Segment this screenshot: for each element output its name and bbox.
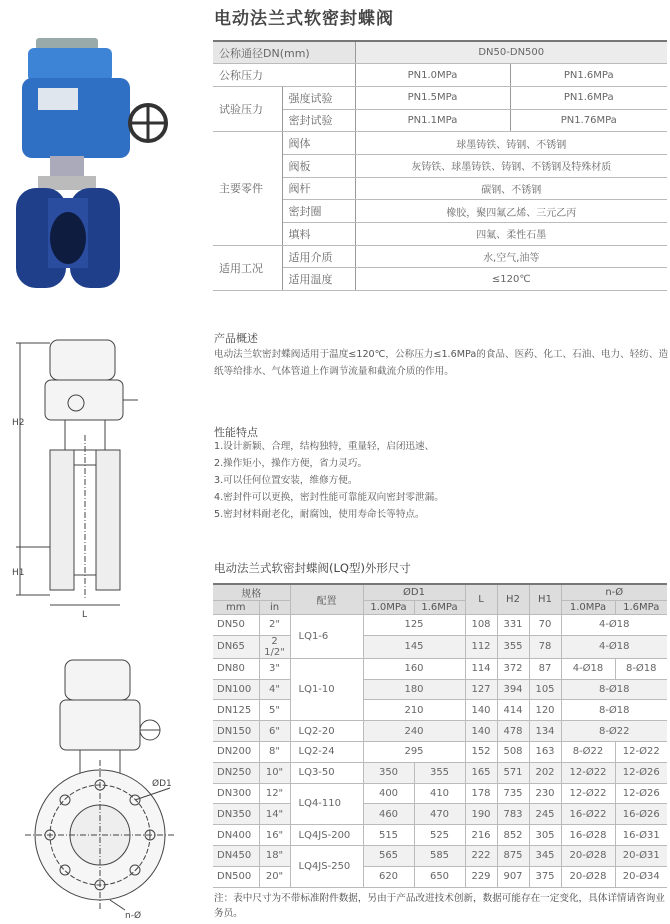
strength-value: PN1.6MPa [510, 86, 667, 109]
h2-value: 331 [497, 615, 529, 636]
d1-value: 400 [363, 783, 414, 804]
part-material: 灰铸铁、球墨铸铁、铸钢、不锈钢及特殊材质 [355, 154, 667, 177]
n-holes-value: 20-Ø34 [615, 866, 667, 887]
header-h1: H1 [529, 584, 561, 615]
d1-value: 145 [363, 635, 465, 658]
size-in: 16" [259, 825, 290, 846]
n-holes-value: 12-Ø26 [615, 762, 667, 783]
n-holes-value: 16-Ø31 [615, 825, 667, 846]
l-value: 178 [465, 783, 497, 804]
h1-value: 375 [529, 866, 561, 887]
temperature-label: 适用温度 [282, 268, 355, 291]
header-n-16: 1.6MPa [615, 601, 667, 615]
l-value: 152 [465, 741, 497, 762]
d1-value: 355 [414, 762, 465, 783]
n-holes-value: 20-Ø28 [561, 845, 615, 866]
nominal-pressure-label: 公称压力 [213, 64, 355, 87]
n-holes-value: 12-Ø26 [615, 783, 667, 804]
footnote: 注：表中尺寸为不带标准附件数据，另由于产品改进技术创新，数据可能存在一定变化，具体详情请咨询业务员。 [214, 893, 665, 919]
size-in: 2" [259, 615, 290, 636]
d1-value: 470 [414, 804, 465, 825]
n-holes-value: 12-Ø22 [561, 783, 615, 804]
l-value: 114 [465, 658, 497, 679]
part-name: 阀板 [282, 154, 355, 177]
d1-value: 180 [363, 679, 465, 700]
config-cell: LQ1-6 [290, 615, 363, 659]
l-value: 229 [465, 866, 497, 887]
part-name: 填料 [282, 223, 355, 246]
header-mm: mm [213, 601, 259, 615]
size-mm: DN65 [213, 635, 259, 658]
table-row [213, 635, 667, 658]
size-mm: DN50 [213, 615, 259, 636]
table-row [213, 866, 667, 887]
config-cell: LQ2-20 [290, 721, 363, 742]
dimensions-table [213, 583, 667, 888]
feature-item: 2.操作矩小，操作方便，省力灵巧。 [214, 458, 368, 469]
d1-value: 585 [414, 845, 465, 866]
d1-value: 410 [414, 783, 465, 804]
l-value: 140 [465, 721, 497, 742]
seal-value: PN1.76MPa [510, 109, 667, 132]
strength-value: PN1.5MPa [355, 86, 510, 109]
h2-value: 735 [497, 783, 529, 804]
d1-value: 125 [363, 615, 465, 636]
h2-value: 852 [497, 825, 529, 846]
feature-item: 5.密封材料耐老化，耐腐蚀，使用寿命长等特点。 [214, 509, 425, 520]
h1-value: 105 [529, 679, 561, 700]
l-value: 165 [465, 762, 497, 783]
table-row [213, 804, 667, 825]
overview-text: 电动法兰软密封蝶阀适用于温度≤120℃，公称压力≤1.6MPa的食品、医药、化工、石油、电力、轻纺、造纸等给排水、气体管道上作调节流量和截流介质的作用。 [214, 349, 669, 377]
l-value: 127 [465, 679, 497, 700]
header-l: L [465, 584, 497, 615]
n-holes-value: 12-Ø22 [615, 741, 667, 762]
h1-value: 163 [529, 741, 561, 762]
h1-value: 78 [529, 635, 561, 658]
header-d1-10: 1.0MPa [363, 601, 414, 615]
size-mm: DN300 [213, 783, 259, 804]
medium-label: 适用介质 [282, 245, 355, 268]
table-row [213, 825, 667, 846]
n-hole-label: n-Ø [125, 911, 142, 920]
feature-item: 4.密封件可以更换，密封性能可靠能双向密封零泄漏。 [214, 492, 444, 503]
h2-value: 783 [497, 804, 529, 825]
table-row [213, 721, 667, 742]
features-heading: 性能特点 [214, 426, 258, 439]
d1-value: 210 [363, 700, 465, 721]
header-in: in [259, 601, 290, 615]
header-h2: H2 [497, 584, 529, 615]
part-name: 阀体 [282, 132, 355, 155]
header-n-holes: n-Ø [561, 584, 667, 601]
d1-value: 460 [363, 804, 414, 825]
d1-value: 350 [363, 762, 414, 783]
h2-value: 875 [497, 845, 529, 866]
table-row [213, 658, 667, 679]
table-row [213, 741, 667, 762]
h2-value: 372 [497, 658, 529, 679]
header-n-10: 1.0MPa [561, 601, 615, 615]
h2-value: 907 [497, 866, 529, 887]
size-in: 5" [259, 700, 290, 721]
d1-value: 620 [363, 866, 414, 887]
d1-label: ØD1 [152, 779, 172, 789]
h1-label: H1 [12, 568, 25, 578]
size-in: 12" [259, 783, 290, 804]
h1-value: 120 [529, 700, 561, 721]
h1-value: 305 [529, 825, 561, 846]
pn-value: PN1.6MPa [510, 64, 667, 87]
h1-value: 134 [529, 721, 561, 742]
header-config: 配置 [290, 584, 363, 615]
part-name: 阀杆 [282, 177, 355, 200]
strength-test-label: 强度试验 [282, 86, 355, 109]
n-holes-value: 16-Ø28 [561, 825, 615, 846]
l-value: 222 [465, 845, 497, 866]
conditions-label: 适用工况 [213, 245, 282, 290]
config-cell: LQ1-10 [290, 658, 363, 720]
config-cell: LQ4JS-200 [290, 825, 363, 846]
part-name: 密封圈 [282, 200, 355, 223]
h1-value: 87 [529, 658, 561, 679]
n-holes-value: 16-Ø26 [615, 804, 667, 825]
header-spec: 规格 [213, 584, 290, 601]
part-material: 碳钢、不锈钢 [355, 177, 667, 200]
d1-value: 515 [363, 825, 414, 846]
n-holes-value: 4-Ø18 [561, 658, 615, 679]
h1-value: 70 [529, 615, 561, 636]
l-value: 108 [465, 615, 497, 636]
n-holes-value: 8-Ø18 [615, 658, 667, 679]
size-mm: DN200 [213, 741, 259, 762]
d1-value: 160 [363, 658, 465, 679]
size-mm: DN450 [213, 845, 259, 866]
dimensions-title: 电动法兰式软密封蝶阀(LQ型)外形尺寸 [214, 561, 411, 575]
size-mm: DN350 [213, 804, 259, 825]
l-value: 216 [465, 825, 497, 846]
h1-value: 345 [529, 845, 561, 866]
n-holes-value: 16-Ø22 [561, 804, 615, 825]
size-in: 6" [259, 721, 290, 742]
spec-table [213, 40, 667, 291]
h2-value: 394 [497, 679, 529, 700]
size-mm: DN400 [213, 825, 259, 846]
l-value: 190 [465, 804, 497, 825]
features-list [214, 438, 669, 523]
n-holes-value: 8-Ø22 [561, 741, 615, 762]
feature-item: 3.可以任何位置安装，维修方便。 [214, 475, 358, 486]
d1-value: 240 [363, 721, 465, 742]
h2-value: 571 [497, 762, 529, 783]
n-holes-value: 4-Ø18 [561, 635, 667, 658]
config-cell: LQ4-110 [290, 783, 363, 825]
nominal-diameter-label: 公称通径DN(mm) [213, 41, 355, 64]
n-holes-value: 8-Ø18 [561, 700, 667, 721]
h1-value: 230 [529, 783, 561, 804]
n-holes-value: 20-Ø28 [561, 866, 615, 887]
h2-value: 414 [497, 700, 529, 721]
n-holes-value: 8-Ø22 [561, 721, 667, 742]
d1-value: 650 [414, 866, 465, 887]
l-value: 140 [465, 700, 497, 721]
header-d1: ØD1 [363, 584, 465, 601]
part-material: 四氟、柔性石墨 [355, 223, 667, 246]
h2-value: 355 [497, 635, 529, 658]
product-photo [8, 28, 208, 293]
size-in: 10" [259, 762, 290, 783]
n-holes-value: 12-Ø22 [561, 762, 615, 783]
table-row [213, 679, 667, 700]
size-mm: DN100 [213, 679, 259, 700]
config-cell: LQ4JS-250 [290, 845, 363, 887]
seal-test-label: 密封试验 [282, 109, 355, 132]
l-label: L [82, 610, 88, 620]
parts-label: 主要零件 [213, 132, 282, 245]
size-mm: DN250 [213, 762, 259, 783]
size-mm: DN150 [213, 721, 259, 742]
size-in: 20" [259, 866, 290, 887]
size-in: 3" [259, 658, 290, 679]
n-holes-value: 8-Ø18 [561, 679, 667, 700]
d1-value: 525 [414, 825, 465, 846]
table-row [213, 845, 667, 866]
config-cell: LQ2-24 [290, 741, 363, 762]
n-holes-value: 4-Ø18 [561, 615, 667, 636]
size-mm: DN80 [213, 658, 259, 679]
seal-value: PN1.1MPa [355, 109, 510, 132]
feature-item: 1.设计新颖、合理，结构独特，重量轻，启闭迅速、 [214, 441, 435, 452]
h1-value: 202 [529, 762, 561, 783]
part-material: 球墨铸铁、铸钢、不锈钢 [355, 132, 667, 155]
l-value: 112 [465, 635, 497, 658]
temperature-value: ≤120℃ [355, 268, 667, 291]
table-row [213, 700, 667, 721]
size-in: 4" [259, 679, 290, 700]
size-in: 2 1/2" [259, 635, 290, 658]
h1-value: 245 [529, 804, 561, 825]
test-pressure-label: 试验压力 [213, 86, 282, 131]
table-row [213, 762, 667, 783]
front-view-drawing [10, 640, 210, 920]
size-in: 8" [259, 741, 290, 762]
nominal-diameter-value: DN50-DN500 [355, 41, 667, 64]
pn-value: PN1.0MPa [355, 64, 510, 87]
h2-value: 508 [497, 741, 529, 762]
header-d1-16: 1.6MPa [414, 601, 465, 615]
h2-value: 478 [497, 721, 529, 742]
size-in: 18" [259, 845, 290, 866]
n-holes-value: 20-Ø31 [615, 845, 667, 866]
overview-heading: 产品概述 [214, 332, 258, 345]
part-material: 橡胶，聚四氟乙烯、三元乙丙 [355, 200, 667, 223]
h2-label: H2 [12, 418, 25, 428]
page-title: 电动法兰式软密封蝶阀 [214, 9, 394, 29]
side-view-drawing [10, 325, 150, 620]
medium-value: 水,空气,油等 [355, 245, 667, 268]
d1-value: 565 [363, 845, 414, 866]
table-row [213, 783, 667, 804]
size-mm: DN125 [213, 700, 259, 721]
d1-value: 295 [363, 741, 465, 762]
config-cell: LQ3-50 [290, 762, 363, 783]
size-mm: DN500 [213, 866, 259, 887]
size-in: 14" [259, 804, 290, 825]
table-row [213, 615, 667, 636]
